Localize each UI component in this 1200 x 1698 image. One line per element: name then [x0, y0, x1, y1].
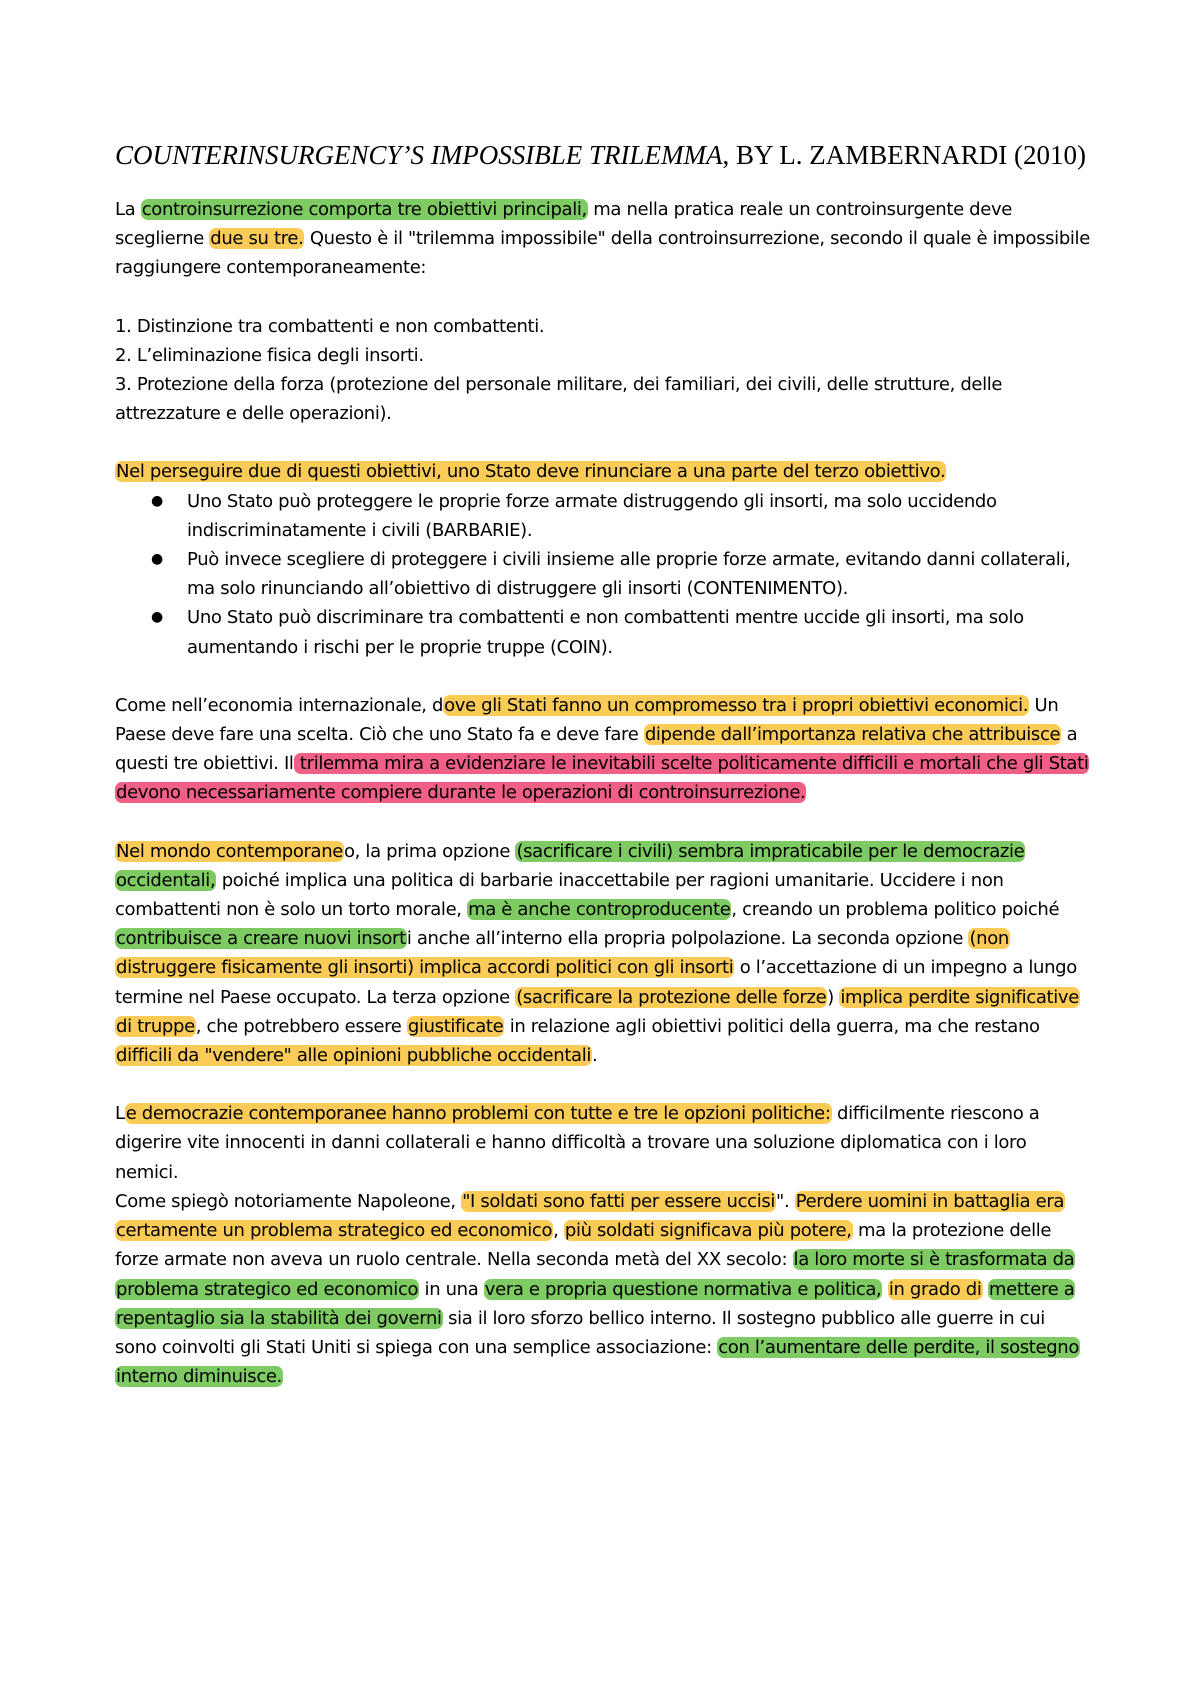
- highlighted-text: (sacrificare la protezione delle forze: [516, 986, 827, 1008]
- bullet-list: [115, 487, 1090, 662]
- body-text: ma nella pratica reale un controinsurgente deve sceglierne: [115, 199, 1012, 250]
- highlighted-text: mettere a repentaglio sia la stabilità dei governi: [116, 1278, 1075, 1329]
- highlighted-text: Nel mondo contemporane: [116, 840, 344, 862]
- bullet-text: Uno Stato può proteggere le proprie forze armate distruggendo gli insorti, ma solo uccidendo indiscriminatamente i civili (BARBARIE).: [187, 490, 997, 541]
- title-italic: COUNTERINSURGENCY’S IMPOSSIBLE TRILEMMA: [115, 140, 723, 170]
- body-text: poiché implica una politica di barbarie inaccettabile per ragioni umanitarie. Uccidere i non combattenti non è solo un torto morale,: [115, 869, 1004, 921]
- highlighted-text: contribuisce a creare nuovi insort: [116, 928, 406, 950]
- highlighted-text: ove gli Stati fanno un compromesso tra i propri obiettivi economici.: [444, 694, 1029, 716]
- bullet-icon: ●: [151, 609, 163, 626]
- highlighted-text: vera e propria questione normativa e politica,: [484, 1278, 882, 1300]
- spacer: [115, 283, 1090, 312]
- paragraph-napoleon: [115, 1187, 1090, 1391]
- highlighted-text: la loro morte si è trasformata da problema strategico ed economico: [116, 1249, 1075, 1300]
- highlighted-text: due su tre.: [210, 228, 304, 250]
- highlighted-text: (sacrificare i civili) sembra impraticabile per le democrazie occidentali,: [116, 840, 1025, 891]
- body-text: ma la protezione delle forze armate non aveva un ruolo centrale. Nella seconda metà del XX secolo:: [115, 1220, 1052, 1271]
- bullet-text: Può invece scegliere di proteggere i civili insieme alle proprie forze armate, evitando danni collaterali, ma solo rinunciando all’obiettivo di distruggere gli insorti (CONTENIMENTO).: [187, 549, 1071, 600]
- highlighted-text: Perdere uomini in battaglia era certamente un problema strategico ed economico: [116, 1190, 1065, 1242]
- title-rest: , BY L. ZAMBERNARDI (2010): [722, 140, 1086, 170]
- body-text: ): [827, 986, 840, 1008]
- bullet-icon: ●: [151, 492, 163, 509]
- spacer: [115, 808, 1090, 837]
- list-item: 2. L’eliminazione fisica degli insorti.: [115, 344, 424, 366]
- highlighted-text: dipende dall’importanza relativa che attribuisce: [644, 724, 1061, 746]
- paragraph-economy: [115, 691, 1090, 808]
- body-text: [882, 1279, 887, 1300]
- body-text: in una: [419, 1278, 484, 1300]
- document-body: [115, 195, 1090, 1391]
- highlighted-text: con l’aumentare delle perdite, il sostegno interno diminuisce.: [116, 1336, 1079, 1388]
- body-text: i anche all’interno ella propria polpolazione. La seconda opzione: [406, 928, 969, 950]
- highlighted-text: giustificate: [407, 1015, 504, 1037]
- body-text: Un Paese deve fare una scelta. Ciò che uno Stato fa e deve fare: [115, 694, 1059, 746]
- document-page: [115, 138, 1090, 1391]
- paragraph-intro: [115, 195, 1090, 283]
- highlighted-text: "I soldati sono fatti per essere uccisi: [462, 1190, 776, 1212]
- list-item: 3. Protezione della forza (protezione del personale militare, dei familiari, dei civili, delle strutture, delle attrezzature e delle operazioni).: [115, 374, 1003, 425]
- paragraph-options: [115, 837, 1090, 1071]
- highlighted-text: difficili da "vendere" alle opinioni pubbliche occidentali: [116, 1045, 592, 1067]
- body-text: Questo è il "trilemma impossibile" della controinsurrezione, secondo il quale è impossibile raggiungere contemporaneamente:: [115, 228, 1090, 279]
- bullet-item: [151, 487, 1090, 545]
- body-text: ,: [553, 1220, 564, 1242]
- body-text: Come nell’economia internazionale, d: [115, 694, 444, 716]
- bullet-item: [151, 603, 1090, 661]
- highlighted-text: controinsurrezione comporta tre obiettivi principali,: [141, 199, 587, 220]
- bullet-text: Uno Stato può discriminare tra combattenti e non combattenti mentre uccide gli insorti, ma solo aumentando i rischi per le proprie truppe (COIN).: [187, 607, 1024, 658]
- highlighted-text: in grado di: [888, 1278, 982, 1300]
- body-text: in relazione agli obiettivi politici della guerra, ma che restano: [504, 1015, 1040, 1037]
- body-text: , che potrebbero essere: [195, 1015, 407, 1037]
- paragraph-thesis: [115, 457, 1090, 486]
- body-text: o l’accettazione di un impegno a lungo termine nel Paese occupato. La terza opzione: [115, 957, 1077, 1008]
- highlighted-text: Nel perseguire due di questi obiettivi, uno Stato deve rinunciare a una parte del terzo obiettivo.: [116, 461, 946, 483]
- body-text: .: [592, 1045, 598, 1067]
- body-text: L: [115, 1103, 125, 1125]
- spacer: [115, 428, 1090, 457]
- body-text: Come spiegò notoriamente Napoleone,: [115, 1190, 462, 1212]
- body-text: a questi tre obiettivi. Il: [115, 724, 1078, 775]
- highlighted-text: trilemma mira a evidenziare le inevitabili scelte politicamente difficili e mortali che gli Stati devono necessariamente compiere durante le operazioni di controinsurrezione.: [116, 753, 1089, 804]
- page-title: [115, 138, 1090, 173]
- body-text: , creando un problema politico poiché: [731, 899, 1060, 921]
- highlighted-text: e democrazie contemporanee hanno problemi con tutte e tre le opzioni politiche:: [125, 1103, 831, 1125]
- bullet-item: [151, 545, 1090, 603]
- spacer: [115, 662, 1090, 691]
- paragraph-democracies: [115, 1099, 1090, 1187]
- body-text: difficilmente riescono a digerire vite innocenti in danni collaterali e hanno difficoltà a trovare una soluzione diplomatica con i loro nemici.: [115, 1103, 1040, 1183]
- bullet-icon: ●: [151, 551, 163, 568]
- highlighted-text: implica perdite significative di truppe: [116, 986, 1079, 1037]
- highlighted-text: più soldati significava più potere,: [564, 1220, 852, 1242]
- highlighted-text: (non distruggere fisicamente gli insorti) implica accordi politici con gli insorti: [116, 928, 1009, 979]
- body-text: ".: [776, 1190, 795, 1212]
- list-item: 1. Distinzione tra combattenti e non combattenti.: [115, 315, 545, 337]
- spacer: [115, 1070, 1090, 1099]
- body-text: o, la prima opzione: [344, 840, 516, 862]
- highlighted-text: ma è anche controproducente: [468, 899, 731, 921]
- body-text: La: [115, 199, 141, 220]
- body-text: sia il loro sforzo bellico interno. Il sostegno pubblico alle guerre in cui sono coinvolti gli Stati Uniti si spiega con una semplice associazione:: [115, 1307, 1045, 1358]
